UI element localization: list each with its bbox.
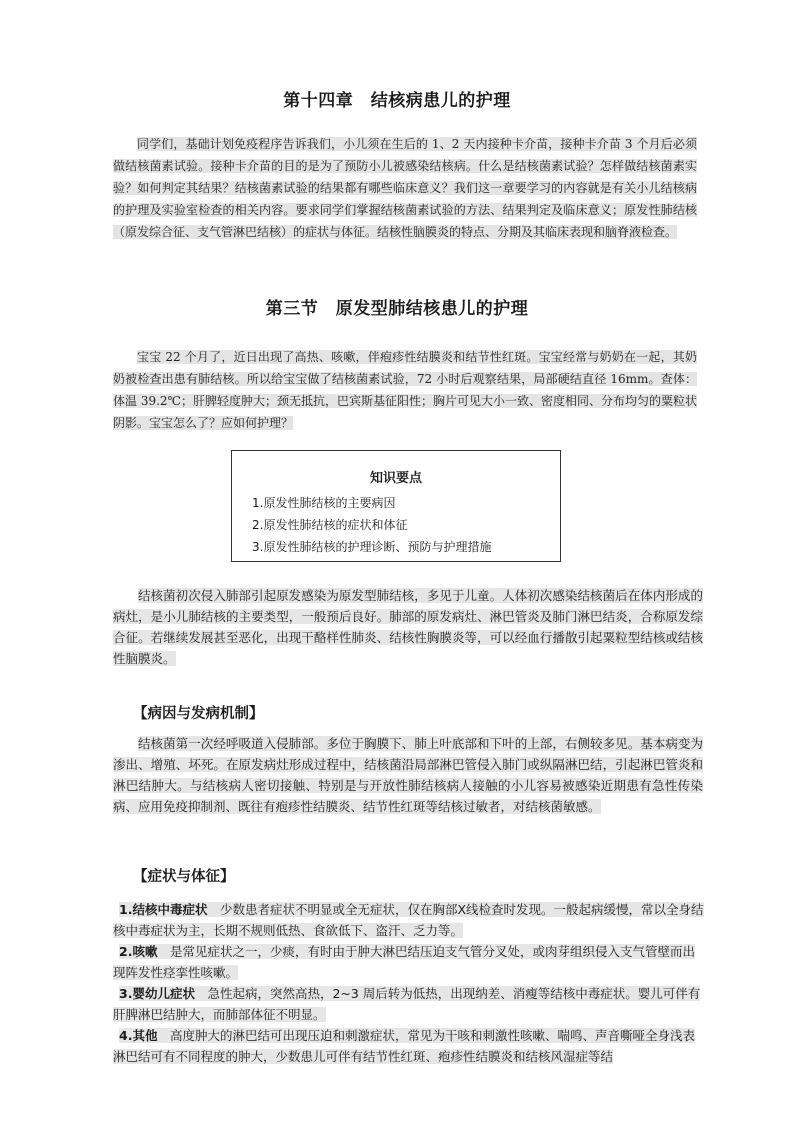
symptom-item: [113, 1025, 705, 1067]
symptom-label: 3.婴幼儿症状: [119, 986, 195, 1001]
knowledge-item: 3.原发性肺结核的护理诊断、预防与护理措施: [252, 540, 492, 554]
symptom-item: [113, 983, 705, 1025]
knowledge-item: 1.原发性肺结核的主要病因: [252, 496, 396, 510]
knowledge-box-title: 知识要点: [369, 471, 422, 486]
symptom-label: 1.结核中毒症状: [119, 902, 208, 917]
etiology-text: 结核菌第一次经呼吸道入侵肺部。多位于胸膜下、肺上叶底部和下叶的上部，右侧较多见。基本病变为渗出、增殖、坏死。在原发病灶形成过程中，结核菌沿局部淋巴管侵入肺门或纵隔淋巴结，引起淋巴管炎和淋巴结肿大。与结核病人密切接触、特别是与开放性肺结核病人接触的小儿容易被感染近期患有急性传染病、应用免疫抑制剂、既往有疱疹性结膜炎、结节性红斑等结核过敏者，对结核菌敏感。: [113, 736, 703, 814]
chapter-title: 第十四章 结核病患儿的护理: [283, 91, 511, 111]
intro-paragraph: [113, 133, 697, 243]
case-text: 宝宝 22 个月了，近日出现了高热、咳嗽，伴疱疹性结膜炎和结节性红斑。宝宝经常与奶奶在一起，其奶奶被检查出患有肺结核。所以给宝宝做了结核菌素试验，72 小时后观察结果，局部硬结直径 16mm。查体：体温 39.2℃；肝脾轻度肿大；颈无抵抗，巴宾斯基征阳性；胸片可见大小一致、密度相同、分布均匀的粟粒状阴影。宝宝怎么了？应如何护理？: [113, 350, 697, 430]
knowledge-box: [231, 450, 561, 562]
definition-paragraph: [113, 585, 703, 669]
symptom-text: 高度肿大的淋巴结可出现压迫和刺激症状，常见为干咳和刺激性咳嗽、喘鸣、声音嘶哑全身浅表淋巴结可有不同程度的肿大，少数患儿可伴有结节性红斑、疱疹性结膜炎和结核风湿症等结: [113, 1028, 695, 1064]
symptom-list: [113, 899, 705, 1067]
symptom-item: [113, 941, 705, 983]
symptom-label: 4.其他: [119, 1028, 158, 1043]
symptom-text: 是常见症状之一，少痰，有时由于肿大淋巴结压迫支气管分叉处，或肉芽组织侵入支气管壁而出现阵发性痉挛性咳嗽。: [113, 944, 695, 980]
etiology-paragraph: [113, 733, 703, 817]
symptom-label: 2.咳嗽: [119, 944, 158, 959]
section-title: 第三节 原发型肺结核患儿的护理: [265, 299, 529, 319]
heading-symptoms: 【症状与体征】: [133, 869, 235, 885]
intro-text: 同学们，基础计划免疫程序告诉我们，小儿须在生后的 1、2 天内接种卡介苗，接种卡介苗 3 个月后必须做结核菌素试验。接种卡介苗的目的是为了预防小儿被感染结核病。什么是结核菌素试验？怎样做结核菌素实验？如何判定其结果？结核菌素试验的结果都有哪些临床意义？我们这一章要学习的内容就是有关小儿结核病的护理及实验室检查的相关内容。要求同学们掌握结核菌素试验的方法、结果判定及临床意义；原发性肺结核（原发综合征、支气管淋巴结核）的症状与体征。结核性脑膜炎的特点、分期及其临床表现和脑脊液检查。: [113, 137, 697, 239]
symptom-item: [113, 899, 705, 941]
symptom-text: 急性起病，突然高热，2~3 周后转为低热，出现纳差、消瘦等结核中毒症状。婴儿可伴有肝脾淋巴结肿大，而肺部体征不明显。: [113, 986, 701, 1022]
heading-etiology: 【病因与发病机制】: [133, 706, 264, 722]
symptom-text: 少数患者症状不明显或全无症状，仅在胸部X线检查时发现。一般起病缓慢，常以全身结核中毒症状为主，长期不规则低热、食欲低下、盗汗、乏力等。: [113, 902, 704, 938]
knowledge-item: 2.原发性肺结核的症状和体征: [252, 518, 408, 532]
definition-text: 结核菌初次侵入肺部引起原发感染为原发型肺结核，多见于儿童。人体初次感染结核菌后在体内形成的病灶，是小儿肺结核的主要类型，一般预后良好。肺部的原发病灶、淋巴管炎及肺门淋巴结炎，合称原发综合征。若继续发展甚至恶化，出现干酪样性肺炎、结核性胸膜炎等，可以经血行播散引起粟粒型结核或结核性脑膜炎。: [113, 588, 703, 666]
case-paragraph: [113, 346, 697, 434]
